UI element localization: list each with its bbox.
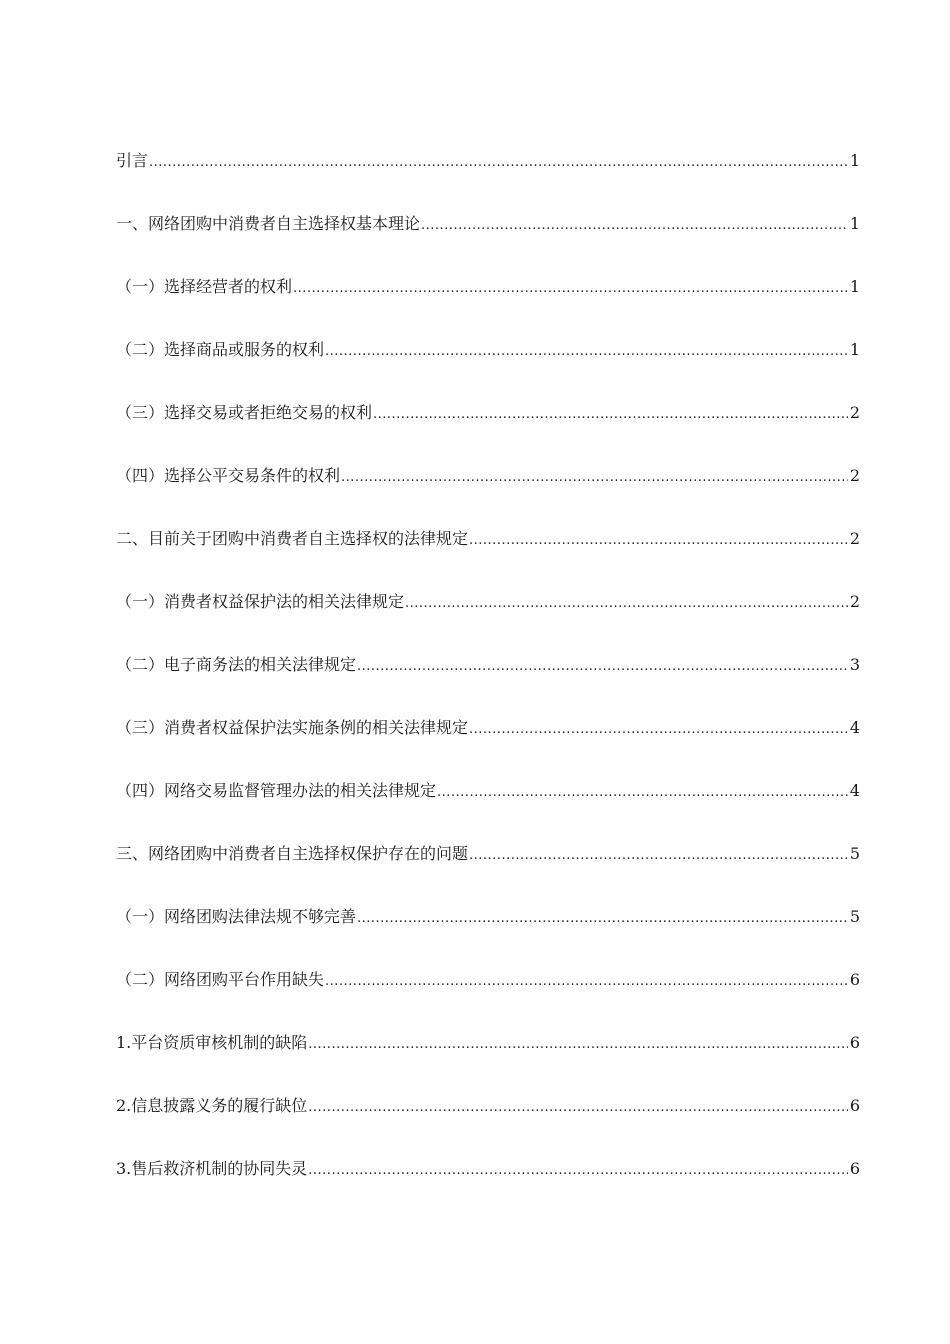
toc-entry[interactable] <box>116 652 860 715</box>
toc-entry-page: 6 <box>849 1096 860 1115</box>
dot-leader <box>293 276 848 302</box>
toc-entry-page: 2 <box>849 466 860 485</box>
toc-entry-page: 5 <box>849 907 860 926</box>
toc-entry-label: 一、网络团购中消费者自主选择权基本理论 <box>116 214 421 233</box>
toc-entry-label: （三）选择交易或者拒绝交易的权利 <box>116 403 373 422</box>
toc-entry-page: 2 <box>849 529 860 548</box>
dot-leader <box>357 654 848 680</box>
toc-entry-label: 二、目前关于团购中消费者自主选择权的法律规定 <box>116 529 469 548</box>
toc-entry-page: 2 <box>849 403 860 422</box>
dot-leader <box>469 717 848 743</box>
toc-entry-page: 1 <box>849 340 860 359</box>
toc-entry[interactable] <box>116 778 860 841</box>
toc-entry[interactable] <box>116 841 860 904</box>
toc-entry[interactable] <box>116 337 860 400</box>
toc-entry-label: （一）网络团购法律法规不够完善 <box>116 907 357 926</box>
toc-entry-page: 2 <box>849 592 860 611</box>
dot-leader <box>405 591 848 617</box>
toc-entry-label: （一）消费者权益保护法的相关法律规定 <box>116 592 405 611</box>
toc-entry-label: （一）选择经营者的权利 <box>116 277 293 296</box>
dot-leader <box>325 339 848 365</box>
toc-entry-label: （四）网络交易监督管理办法的相关法律规定 <box>116 781 437 800</box>
dot-leader <box>437 780 848 806</box>
toc-entry-label: 3.售后救济机制的协同失灵 <box>116 1159 308 1178</box>
toc-entry-label: （二）选择商品或服务的权利 <box>116 340 325 359</box>
dot-leader <box>373 402 848 428</box>
toc-entry-page: 1 <box>849 151 860 170</box>
toc-entry[interactable] <box>116 463 860 526</box>
toc-entry[interactable] <box>116 1093 860 1156</box>
toc-entry-label: 引言 <box>116 151 149 170</box>
dot-leader <box>149 150 848 176</box>
toc-entry-page: 6 <box>849 1159 860 1178</box>
dot-leader <box>325 969 848 995</box>
toc-entry[interactable] <box>116 1156 860 1219</box>
toc-entry-label: （二）电子商务法的相关法律规定 <box>116 655 357 674</box>
toc-entry[interactable] <box>116 715 860 778</box>
toc-entry-label: （二）网络团购平台作用缺失 <box>116 970 325 989</box>
toc-entry[interactable] <box>116 1030 860 1093</box>
toc-entry-page: 4 <box>849 718 860 737</box>
toc-entry[interactable] <box>116 211 860 274</box>
toc-entry-page: 4 <box>849 781 860 800</box>
dot-leader <box>357 906 848 932</box>
toc-entry-page: 5 <box>849 844 860 863</box>
toc-entry[interactable] <box>116 589 860 652</box>
toc-entry-label: （三）消费者权益保护法实施条例的相关法律规定 <box>116 718 469 737</box>
toc-entry-page: 3 <box>849 655 860 674</box>
toc-entry-label: （四）选择公平交易条件的权利 <box>116 466 341 485</box>
dot-leader <box>341 465 848 491</box>
table-of-contents <box>116 148 860 1219</box>
toc-entry-label: 三、网络团购中消费者自主选择权保护存在的问题 <box>116 844 469 863</box>
dot-leader <box>308 1095 848 1121</box>
dot-leader <box>469 843 848 869</box>
toc-entry[interactable] <box>116 526 860 589</box>
dot-leader <box>308 1158 848 1184</box>
toc-entry-page: 6 <box>849 1033 860 1052</box>
toc-entry-page: 1 <box>849 277 860 296</box>
toc-entry[interactable] <box>116 967 860 1030</box>
dot-leader <box>308 1032 848 1058</box>
toc-entry-label: 2.信息披露义务的履行缺位 <box>116 1096 308 1115</box>
toc-entry[interactable] <box>116 148 860 211</box>
toc-entry[interactable] <box>116 400 860 463</box>
toc-entry-label: 1.平台资质审核机制的缺陷 <box>116 1033 308 1052</box>
toc-entry-page: 6 <box>849 970 860 989</box>
toc-entry[interactable] <box>116 274 860 337</box>
dot-leader <box>421 213 848 239</box>
toc-entry[interactable] <box>116 904 860 967</box>
toc-entry-page: 1 <box>849 214 860 233</box>
dot-leader <box>469 528 848 554</box>
